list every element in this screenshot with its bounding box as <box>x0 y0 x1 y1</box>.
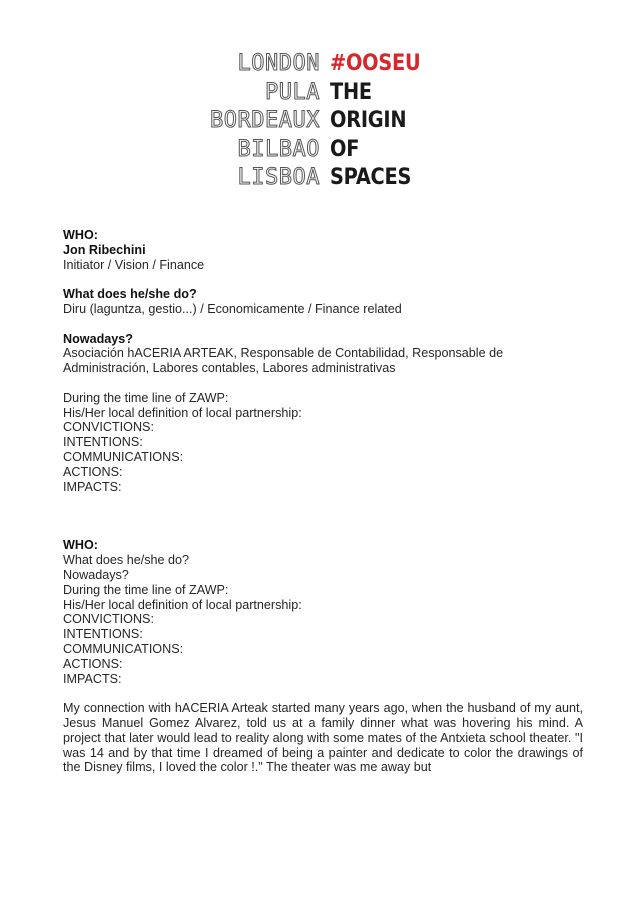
logo-tagline-the: THE <box>330 79 372 105</box>
definition-label-2: His/Her local definition of local partnership: <box>63 597 302 612</box>
logo-tagline-spaces: SPACES <box>330 165 412 191</box>
logo-city-london: LONDON <box>237 51 320 76</box>
definition-label: His/Her local definition of local partnership: <box>63 405 302 420</box>
impacts-label: IMPACTS: <box>63 479 122 494</box>
what-label-2: What does he/she do? <box>63 553 190 568</box>
document-body <box>63 228 583 775</box>
actions-label-2: ACTIONS: <box>63 656 123 671</box>
logo-cities <box>210 50 320 193</box>
nowadays-label: Nowadays? <box>63 331 133 346</box>
timeline-label: During the time line of ZAWP: <box>63 390 229 405</box>
nowadays-label-2: Nowadays? <box>63 567 129 582</box>
what-label: What does he/she do? <box>63 287 197 302</box>
person-name: Jon Ribechini <box>63 242 146 257</box>
logo-tagline-of: OF <box>330 136 360 162</box>
timeline-label-2: During the time line of ZAWP: <box>63 582 229 597</box>
convictions-label-2: CONVICTIONS: <box>63 612 154 627</box>
logo-hashtag: #OOSEU <box>330 51 421 76</box>
logo-tagline-origin: ORIGIN <box>330 108 407 134</box>
intentions-label: INTENTIONS: <box>63 435 143 450</box>
intentions-label-2: INTENTIONS: <box>63 627 143 642</box>
logo-city-pula: PULA <box>265 79 320 105</box>
communications-label-2: COMMUNICATIONS: <box>63 641 184 656</box>
who-label-2: WHO: <box>63 538 98 553</box>
convictions-label: CONVICTIONS: <box>63 420 154 435</box>
logo-city-lisboa: LISBOA <box>237 165 320 191</box>
person-role: Initiator / Vision / Finance <box>63 257 205 272</box>
what-value: Diru (laguntza, gestio...) / Economicamente / Finance related <box>63 301 402 316</box>
logo-city-bilbao: BILBAO <box>237 136 320 162</box>
ooseu-logo <box>0 50 638 210</box>
communications-label: COMMUNICATIONS: <box>63 449 184 464</box>
impacts-label-2: IMPACTS: <box>63 671 122 686</box>
story-paragraph: My connection with hACERIA Arteak started many years ago, when the husband of my aunt, Jesus Manuel Gomez Alvarez, told us at a family dinner what was hovering his mind. A project that later would lead to reality along with some mates of the Antxieta school theater. "I was 14 and by that time I dreamed of being a painter and dedicate to color the drawings of the Disney films, I loved the color !." The theater was me away but <box>63 701 583 775</box>
who-label: WHO: <box>63 228 98 242</box>
nowadays-value-line1: Asociación hACERIA ARTEAK, Responsable de Contabilidad, Responsable de <box>63 346 504 361</box>
nowadays-value-line2: Administración, Labores contables, Labores administrativas <box>63 361 396 376</box>
logo-city-bordeaux: BORDEAUX <box>210 108 320 134</box>
actions-label: ACTIONS: <box>63 464 123 479</box>
logo-tagline <box>330 50 420 193</box>
